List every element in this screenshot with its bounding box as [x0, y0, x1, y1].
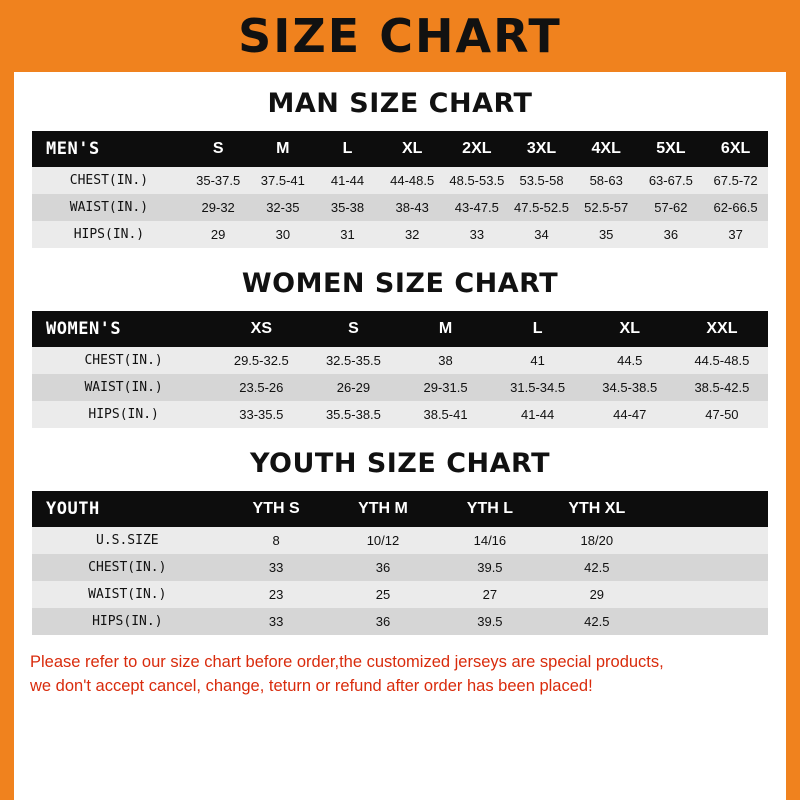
cell: 37	[703, 221, 768, 248]
table-row	[32, 374, 768, 401]
footer-line-1: Please refer to our size chart before order,the customized jerseys are special products,	[30, 653, 664, 671]
cell: 29	[543, 581, 650, 608]
table-header-row	[32, 491, 768, 527]
row-label: U.S.SIZE	[32, 527, 223, 554]
column-header: 6XL	[703, 131, 768, 167]
cell: 34.5-38.5	[584, 374, 676, 401]
cell: 33-35.5	[215, 401, 307, 428]
column-header: XL	[584, 311, 676, 347]
column-header: 5XL	[639, 131, 704, 167]
cell: 41-44	[315, 167, 380, 194]
cell: 62-66.5	[703, 194, 768, 221]
cell: 23.5-26	[215, 374, 307, 401]
table-row	[32, 554, 768, 581]
cell: 31	[315, 221, 380, 248]
column-header-rowlabel: WOMEN'S	[32, 311, 215, 347]
cell: 48.5-53.5	[445, 167, 510, 194]
cell: 35	[574, 221, 639, 248]
cell: 27	[436, 581, 543, 608]
cell: 38	[399, 347, 491, 374]
cell-empty	[650, 554, 768, 581]
row-label: CHEST(IN.)	[32, 347, 215, 374]
cell: 47-50	[676, 401, 768, 428]
row-label: CHEST(IN.)	[32, 167, 186, 194]
table-row	[32, 221, 768, 248]
man-size-chart	[14, 131, 786, 248]
youth-size-table	[32, 491, 768, 635]
column-header: 3XL	[509, 131, 574, 167]
man-size-table	[32, 131, 768, 248]
cell: 29	[186, 221, 251, 248]
women-size-table	[32, 311, 768, 428]
header-banner	[14, 0, 786, 72]
cell: 32-35	[251, 194, 316, 221]
cell: 32	[380, 221, 445, 248]
cell: 23	[223, 581, 330, 608]
column-header: M	[399, 311, 491, 347]
cell: 42.5	[543, 554, 650, 581]
cell: 32.5-35.5	[307, 347, 399, 374]
row-label: WAIST(IN.)	[32, 581, 223, 608]
cell: 41	[492, 347, 584, 374]
column-header: L	[315, 131, 380, 167]
cell: 37.5-41	[251, 167, 316, 194]
cell: 38.5-42.5	[676, 374, 768, 401]
cell: 44-48.5	[380, 167, 445, 194]
column-header: M	[251, 131, 316, 167]
cell: 8	[223, 527, 330, 554]
cell: 35-38	[315, 194, 380, 221]
cell: 33	[223, 554, 330, 581]
table-row	[32, 527, 768, 554]
column-header: L	[492, 311, 584, 347]
column-header: XL	[380, 131, 445, 167]
cell: 18/20	[543, 527, 650, 554]
column-header: S	[307, 311, 399, 347]
cell: 36	[330, 608, 437, 635]
row-label: HIPS(IN.)	[32, 401, 215, 428]
column-header-rowlabel: MEN'S	[32, 131, 186, 167]
cell-empty	[650, 581, 768, 608]
column-header-rowlabel: YOUTH	[32, 491, 223, 527]
cell: 39.5	[436, 608, 543, 635]
cell: 35-37.5	[186, 167, 251, 194]
cell: 47.5-52.5	[509, 194, 574, 221]
cell: 25	[330, 581, 437, 608]
cell: 39.5	[436, 554, 543, 581]
cell: 38-43	[380, 194, 445, 221]
column-header: YTH S	[223, 491, 330, 527]
column-header: S	[186, 131, 251, 167]
cell-empty	[650, 527, 768, 554]
cell: 67.5-72	[703, 167, 768, 194]
table-header-row	[32, 131, 768, 167]
cell: 33	[445, 221, 510, 248]
cell: 53.5-58	[509, 167, 574, 194]
cell: 52.5-57	[574, 194, 639, 221]
cell: 35.5-38.5	[307, 401, 399, 428]
women-size-chart	[14, 311, 786, 428]
table-row	[32, 194, 768, 221]
cell: 38.5-41	[399, 401, 491, 428]
page-title: SIZE CHART	[238, 9, 562, 63]
cell: 44.5-48.5	[676, 347, 768, 374]
cell: 63-67.5	[639, 167, 704, 194]
column-header: YTH M	[330, 491, 437, 527]
cell: 57-62	[639, 194, 704, 221]
column-header-empty	[650, 491, 768, 527]
table-row	[32, 608, 768, 635]
section-title-youth: YOUTH SIZE CHART	[249, 448, 551, 479]
column-header: 2XL	[445, 131, 510, 167]
cell: 44.5	[584, 347, 676, 374]
youth-size-chart	[14, 491, 786, 635]
cell: 44-47	[584, 401, 676, 428]
cell: 29-31.5	[399, 374, 491, 401]
cell: 29.5-32.5	[215, 347, 307, 374]
table-header-row	[32, 311, 768, 347]
column-header: 4XL	[574, 131, 639, 167]
table-row	[32, 167, 768, 194]
row-label: WAIST(IN.)	[32, 194, 186, 221]
column-header: XXL	[676, 311, 768, 347]
cell: 29-32	[186, 194, 251, 221]
cell: 33	[223, 608, 330, 635]
row-label: HIPS(IN.)	[32, 221, 186, 248]
footer-line-2: we don't accept cancel, change, teturn or refund after order has been placed!	[30, 676, 593, 695]
table-row	[32, 401, 768, 428]
cell: 36	[330, 554, 437, 581]
row-label: CHEST(IN.)	[32, 554, 223, 581]
cell: 58-63	[574, 167, 639, 194]
cell: 42.5	[543, 608, 650, 635]
section-title-man: MAN SIZE CHART	[267, 88, 533, 119]
cell: 26-29	[307, 374, 399, 401]
table-row	[32, 347, 768, 374]
row-label: HIPS(IN.)	[32, 608, 223, 635]
cell: 30	[251, 221, 316, 248]
section-title-women: WOMEN SIZE CHART	[241, 268, 559, 299]
column-header: YTH L	[436, 491, 543, 527]
cell: 10/12	[330, 527, 437, 554]
column-header: YTH XL	[543, 491, 650, 527]
cell: 41-44	[492, 401, 584, 428]
row-label: WAIST(IN.)	[32, 374, 215, 401]
cell: 34	[509, 221, 574, 248]
cell: 36	[639, 221, 704, 248]
cell: 14/16	[436, 527, 543, 554]
footer-note	[30, 651, 770, 699]
table-row	[32, 581, 768, 608]
cell: 43-47.5	[445, 194, 510, 221]
cell-empty	[650, 608, 768, 635]
column-header: XS	[215, 311, 307, 347]
cell: 31.5-34.5	[492, 374, 584, 401]
